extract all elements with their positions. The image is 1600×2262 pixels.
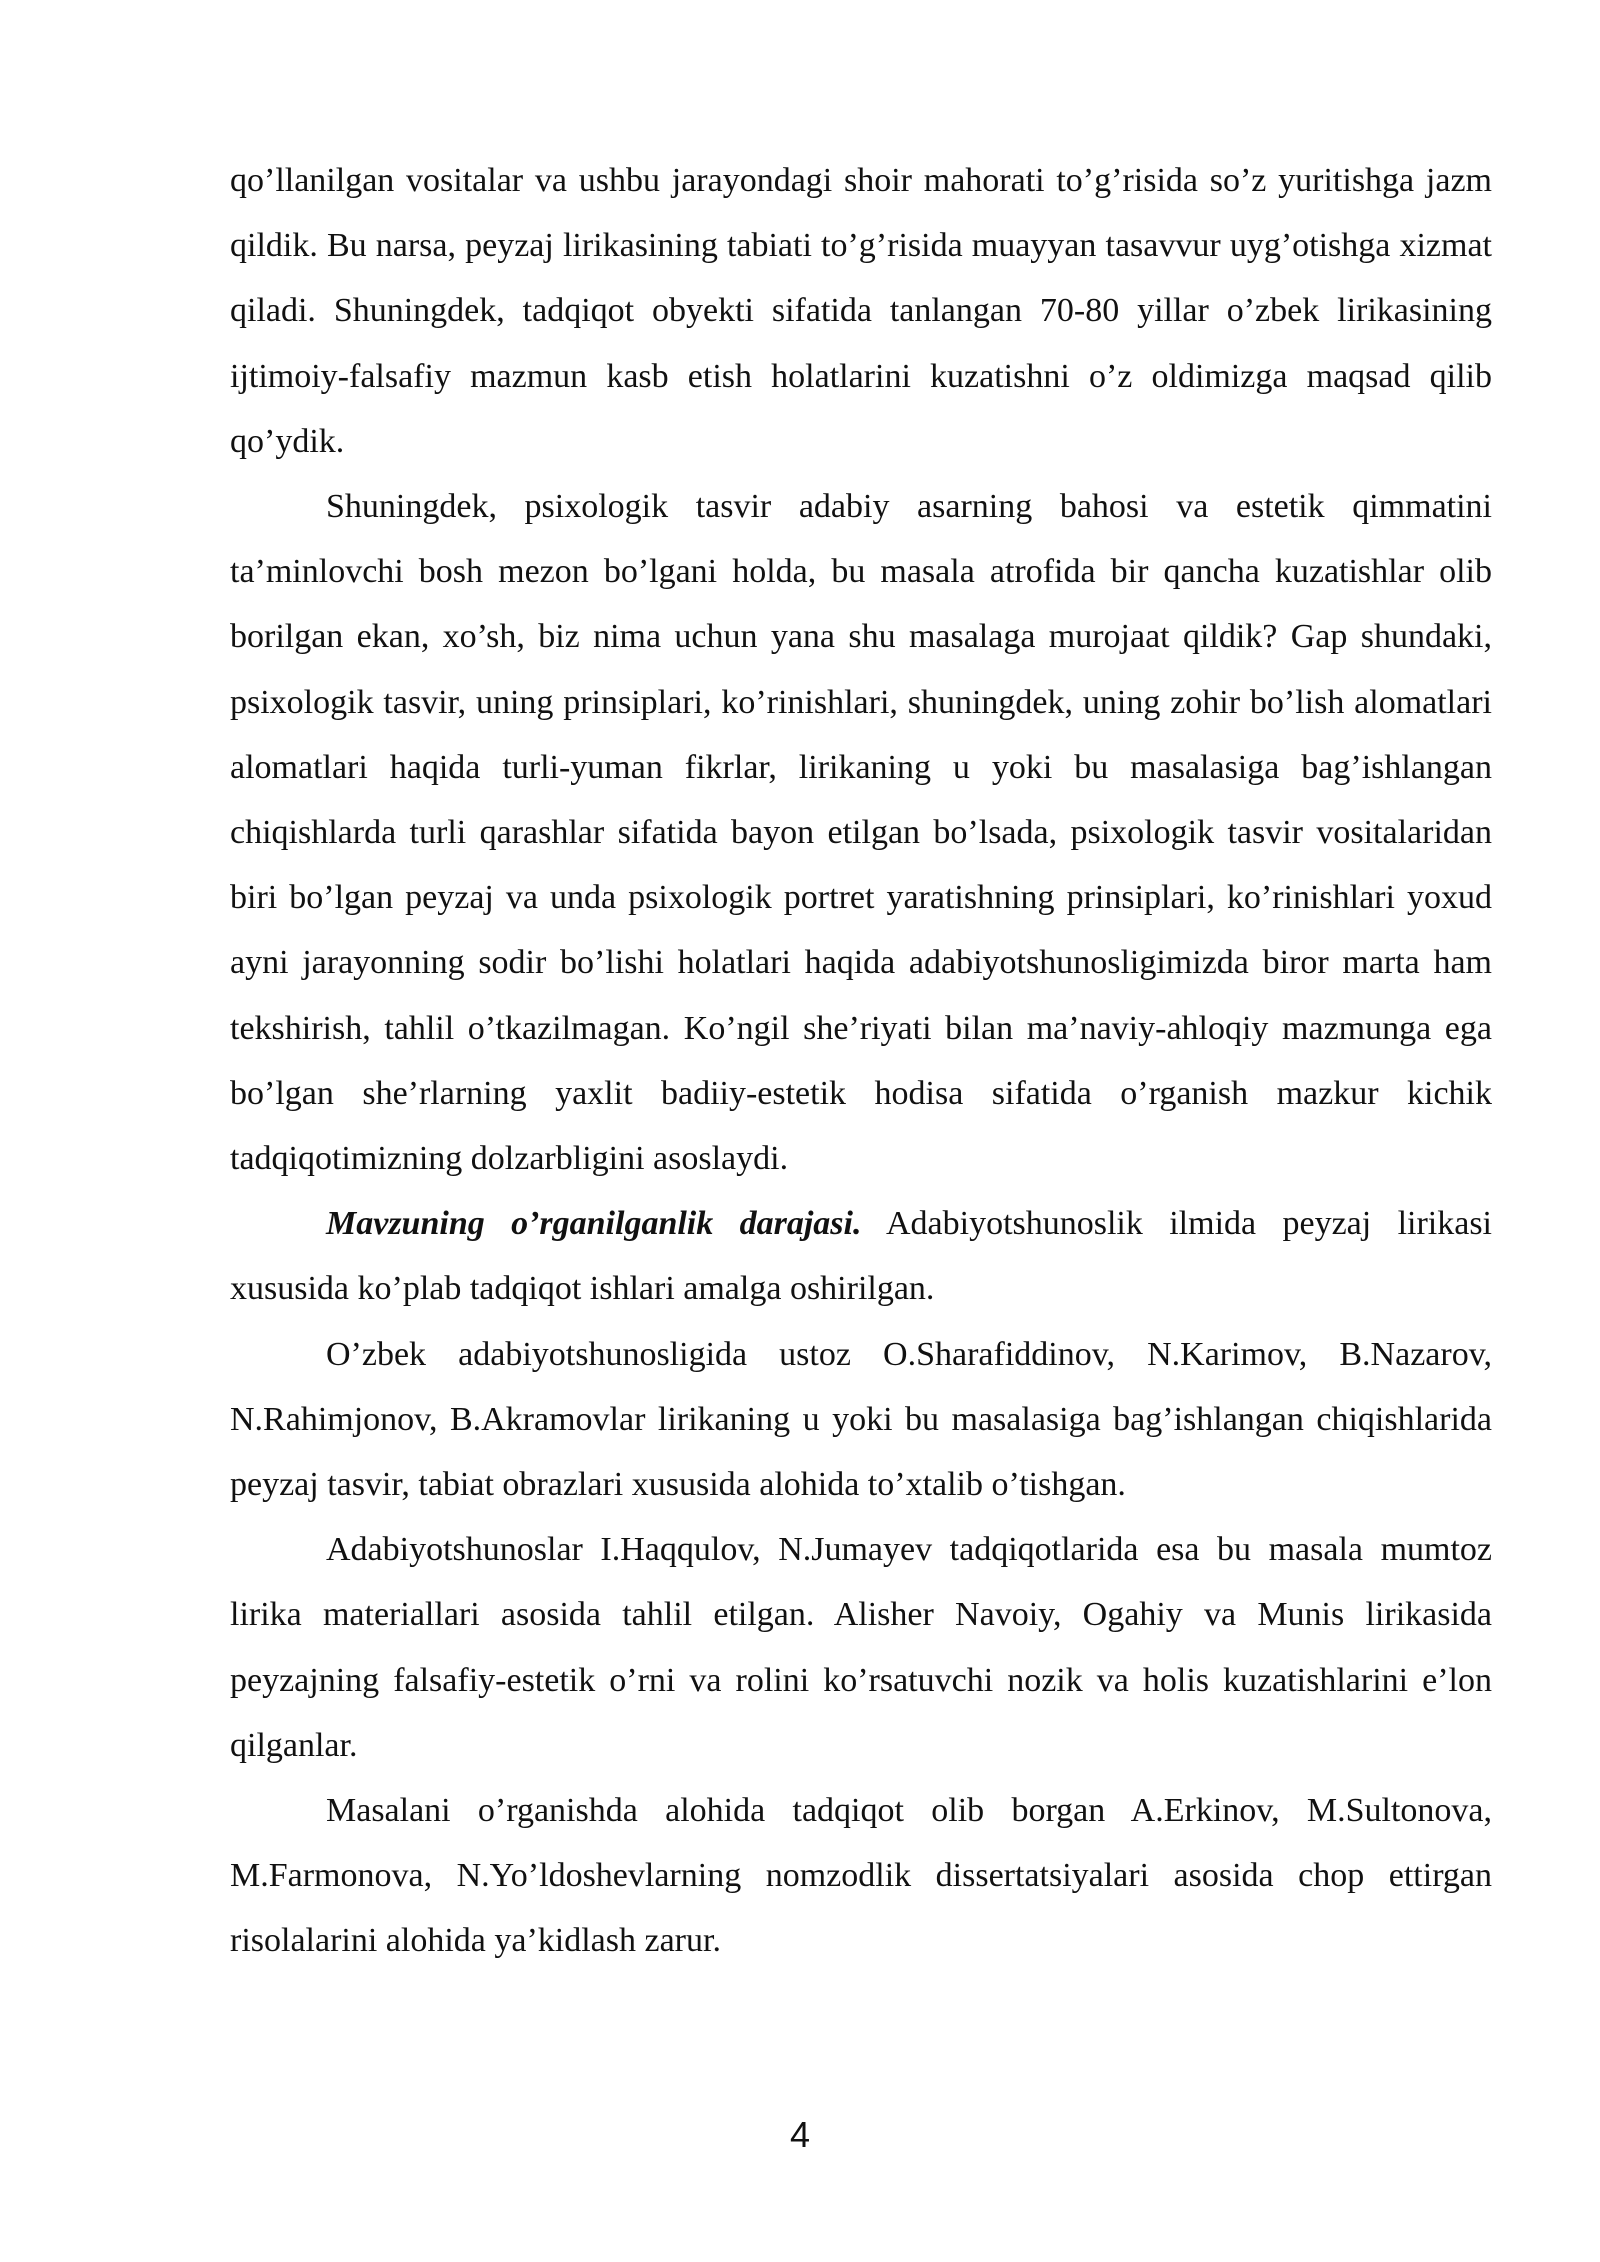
paragraph-text: Adabiyotshunoslar I.Haqqulov, N.Jumayev tadqiqotlarida esa bu masala mumtoz lirika materiallari asosida tahlil etilgan. Alisher Navoiy, Ogahiy va Munis lirikasida peyzajning falsafiy-estetik o’rni va rolini ko’rsatuvchi nozik va holis kuzatishlarini e’lon qilganlar.	[230, 1531, 1492, 1764]
paragraph-text: Shuningdek, psixologik tasvir adabiy asarning bahosi va estetik qimmatini ta’minlovchi bosh mezon bo’lgani holda, bu masala atrofida bir qancha kuzatishlar olib borilgan ekan, xo’sh, biz nima uchun yana shu masalaga murojaat qildik? Gap shundaki, psixologik tasvir, uning prinsiplari, ko’rinishlari, shuningdek, uning zohir bo’lish alomatlari alomatlari haqida turli-yuman fikrlar, lirikaning u yoki bu masalasiga bag’ishlangan chiqishlarda turli qarashlar sifatida bayon etilgan bo’lsada, psixologik tasvir vositalaridan biri bo’lgan peyzaj va unda psixologik portret yaratishning prinsiplari, ko’rinishlari yoxud ayni jarayonning sodir bo’lishi holatlari haqida adabiyotshunosligimizda biror marta ham tekshirish, tahlil o’tkazilmagan. Ko’ngil she’riyati bilan ma’naviy-ahloqiy mazmunga ega bo’lgan she’rlarning yaxlit badiiy-estetik hodisa sifatida o’rganish mazkur kichik tadqiqotimizning dolzarbligini asoslaydi.	[230, 488, 1492, 1178]
paragraph-text: Adabiyotshunoslik ilmida peyzaj lirikasi xususida ko’plab tadqiqot ishlari amalga oshirilgan.	[230, 1205, 1492, 1308]
body-text	[230, 148, 1492, 1974]
paragraph-psychological-depiction	[230, 474, 1492, 1191]
paragraph-dissertations	[230, 1778, 1492, 1974]
paragraph-classical-lyrics	[230, 1517, 1492, 1778]
paragraph-degree-of-study	[230, 1191, 1492, 1321]
section-lead-in: Mavzuning o’rganilganlik darajasi.	[326, 1205, 862, 1243]
paragraph-text: O’zbek adabiyotshunosligida ustoz O.Sharafiddinov, N.Karimov, B.Nazarov, N.Rahimjonov, B.Akramovlar lirikaning u yoki bu masalasiga bag’ishlangan chiqishlarida peyzaj tasvir, tabiat obrazlari xususida alohida to’xtalib o’tishgan.	[230, 1335, 1492, 1504]
paragraph-uzbek-scholars	[230, 1322, 1492, 1518]
page-number: 4	[789, 2114, 811, 2155]
paragraph-text: Masalani o’rganishda alohida tadqiqot olib borgan A.Erkinov, M.Sultonova, M.Farmonova, N.Yo’ldoshevlarning nomzodlik dissertatsiyalari asosida chop ettirgan risolalarini alohida ya’kidlash zarur.	[230, 1792, 1492, 1960]
paragraph-continuation	[230, 148, 1492, 474]
paragraph-text: qo’llanilgan vositalar va ushbu jarayondagi shoir mahorati to’g’risida so’z yuritishga jazm qildik. Bu narsa, peyzaj lirikasining tabiati to’g’risida muayyan tasavvur uyg’otishga xizmat qiladi. Shuningdek, tadqiqot obyekti sifatida tanlangan 70-80 yillar o’zbek lirikasining ijtimoiy-falsafiy mazmun kasb etish holatlarini kuzatishni o’z oldimizga maqsad qilib qo’ydik.	[230, 162, 1492, 460]
